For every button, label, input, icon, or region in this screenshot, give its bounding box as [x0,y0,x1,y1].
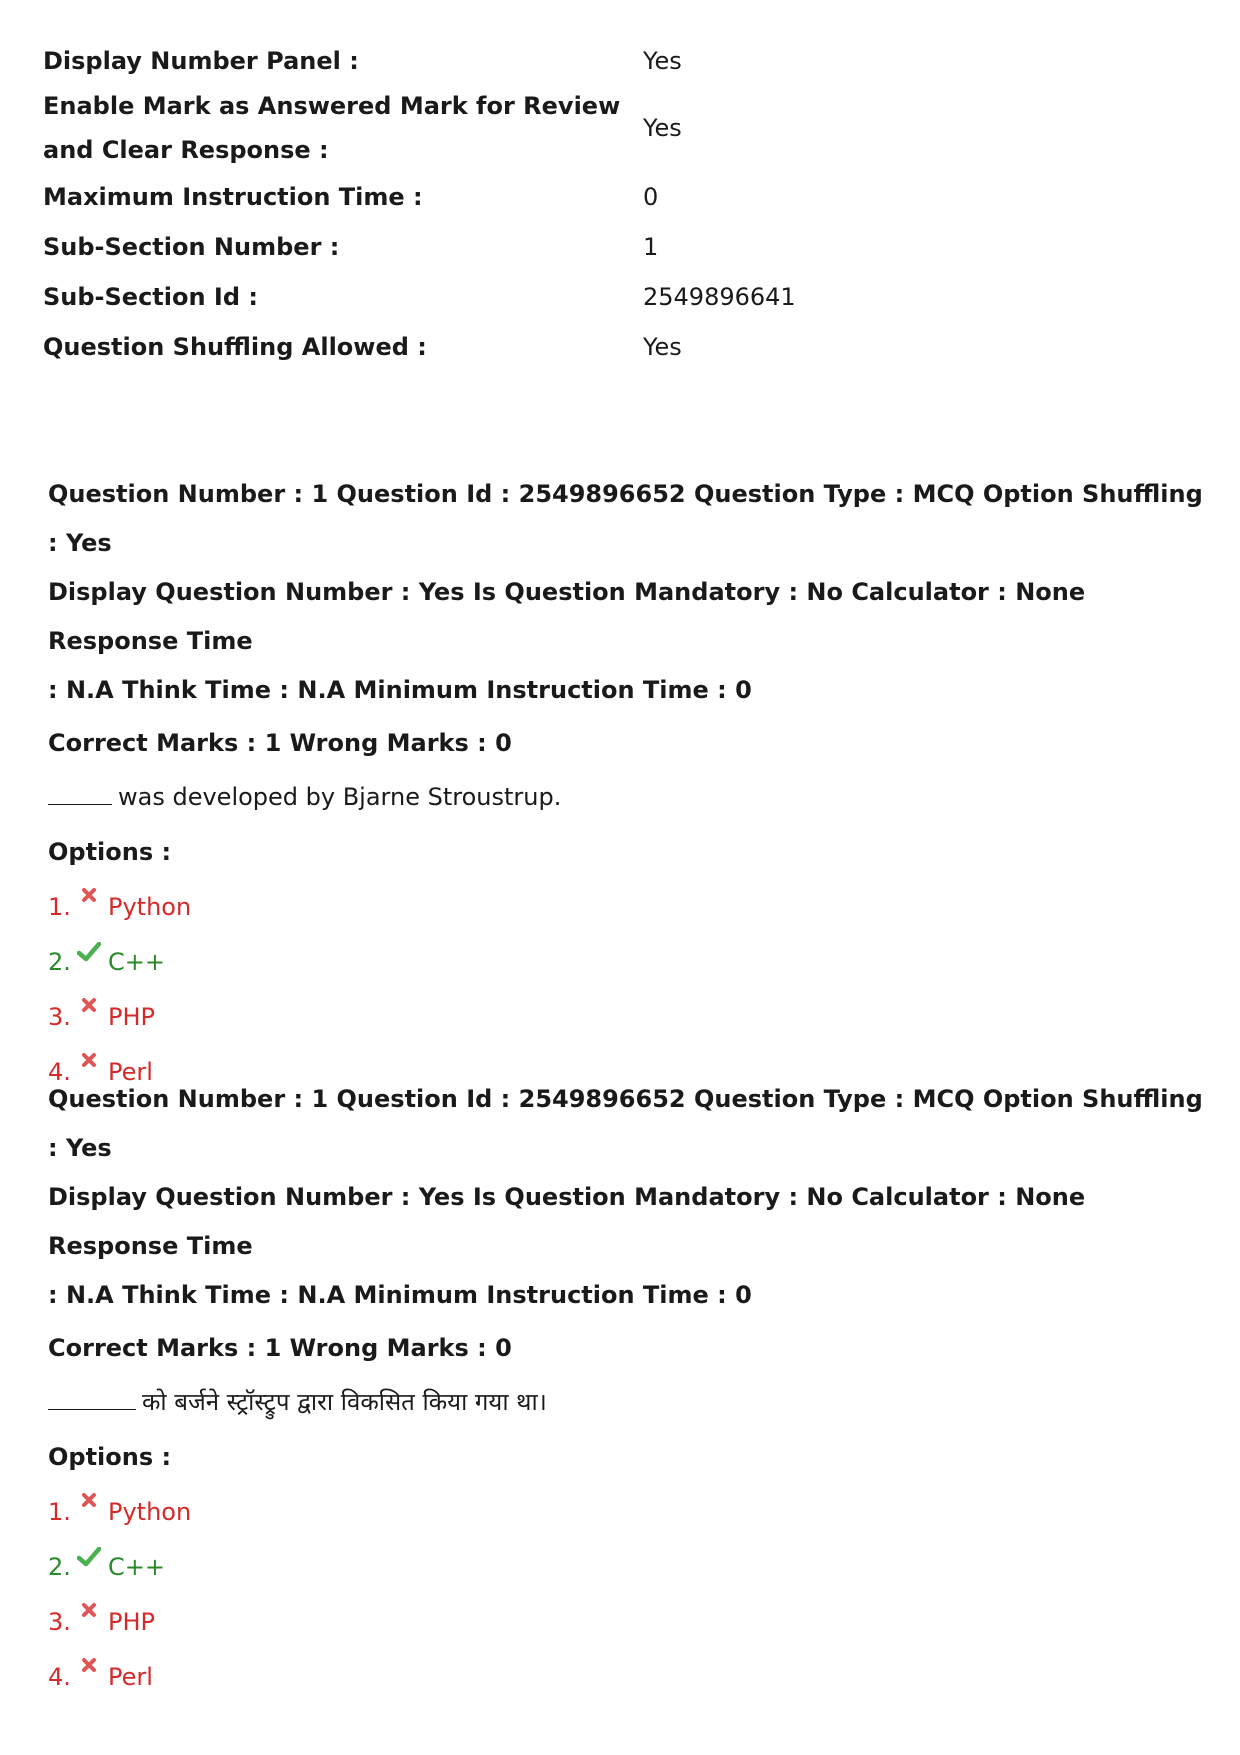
question-header-line: Question Number : 1 Question Id : 2549896652 Question Type : MCQ Option Shuffling : Yes [48,1085,1203,1162]
cross-icon [76,1602,102,1632]
setting-label: Enable Mark as Answered Mark for Review and Clear Response : [43,92,621,164]
setting-row [43,84,1143,172]
option-item [48,1490,1208,1534]
option-item [48,1600,1208,1644]
options-label: Options : [48,838,172,866]
setting-label: Display Number Panel : [43,47,359,75]
option-number: 3. [48,1608,71,1636]
question-block [48,470,1208,1094]
option-number: 1. [48,1498,71,1526]
question-marks: Correct Marks : 1 Wrong Marks : 0 [48,729,512,757]
setting-label: Maximum Instruction Time : [43,183,423,211]
setting-label: Sub-Section Id : [43,283,258,311]
option-text: Perl [108,1058,153,1086]
setting-value: Yes [643,47,682,75]
setting-row [43,322,1143,372]
question-header-line: : N.A Think Time : N.A Minimum Instruction Time : 0 [48,676,752,704]
question-stem [48,1380,1208,1424]
setting-label: Sub-Section Number : [43,233,340,261]
question-header-line: Question Number : 1 Question Id : 2549896652 Question Type : MCQ Option Shuffling : Yes [48,480,1203,557]
setting-row [43,222,1143,272]
check-icon [76,1547,102,1577]
check-icon [76,942,102,972]
option-text: Perl [108,1663,153,1691]
option-text: Python [108,1498,192,1526]
option-number: 1. [48,893,71,921]
option-number: 2. [48,1553,71,1581]
setting-label: Question Shuffling Allowed : [43,333,427,361]
cross-icon [76,997,102,1027]
answer-blank [48,1385,136,1410]
cross-icon [76,887,102,917]
option-item [48,885,1208,929]
option-number: 2. [48,948,71,976]
option-text: C++ [108,1553,165,1581]
cross-icon [76,1492,102,1522]
option-number: 4. [48,1663,71,1691]
question-stem [48,775,1208,819]
question-header-line: Display Question Number : Yes Is Question Mandatory : No Calculator : None Response Time [48,1183,1086,1260]
question-header-line: Display Question Number : Yes Is Question Mandatory : No Calculator : None Response Time [48,578,1086,655]
option-text: PHP [108,1003,155,1031]
option-text: PHP [108,1608,155,1636]
setting-row [43,36,1143,86]
option-item [48,995,1208,1039]
option-item [48,1655,1208,1699]
option-item [48,940,1208,984]
question-stem-text: was developed by Bjarne Stroustrup. [118,783,562,811]
setting-value: Yes [643,114,682,142]
option-text: Python [108,893,192,921]
setting-row [43,172,1143,222]
answer-blank [48,780,112,805]
setting-value: Yes [643,333,682,361]
setting-value: 2549896641 [643,283,796,311]
cross-icon [76,1657,102,1687]
section-settings [43,36,1143,372]
setting-value: 0 [643,183,659,211]
question-stem-text: को बर्जने स्ट्रॉस्ट्रुप द्वारा विकसित किया गया था। [142,1388,547,1416]
question-block [48,1075,1208,1699]
option-text: C++ [108,948,165,976]
setting-value: 1 [643,233,659,261]
options-label: Options : [48,1443,172,1471]
setting-row [43,272,1143,322]
option-number: 3. [48,1003,71,1031]
question-header-line: : N.A Think Time : N.A Minimum Instruction Time : 0 [48,1281,752,1309]
question-marks: Correct Marks : 1 Wrong Marks : 0 [48,1334,512,1362]
option-item [48,1545,1208,1589]
option-number: 4. [48,1058,71,1086]
